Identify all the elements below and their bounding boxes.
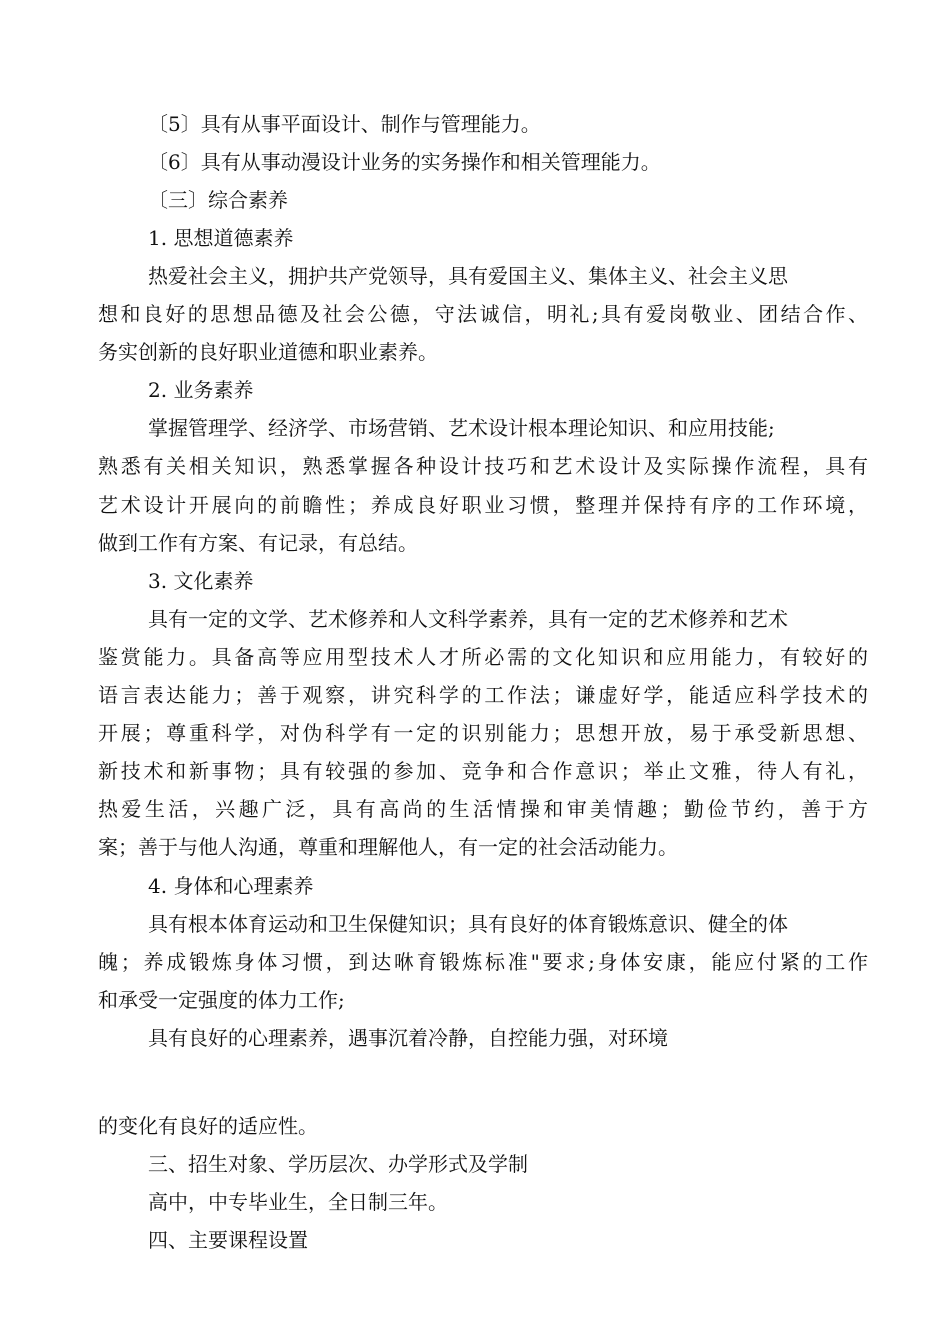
subheading-culture: 3. 文化素养 [148,569,254,593]
section-heading-courses: 四、主要课程设置 [148,1228,308,1252]
ability-item-6: 〔6〕具有从事动漫设计业务的实务操作和相关管理能力。 [148,150,661,174]
physical-paragraph-line-3: 和承受一定强度的体力工作; [98,988,345,1012]
mental-paragraph-line-1: 具有良好的心理素养，遇事沉着冷静，自控能力强，对环境 [148,1026,668,1050]
physical-paragraph-line-1: 具有根本体育运动和卫生保健知识；具有良好的体育锻炼意识、健全的体 [148,912,788,936]
business-paragraph-line-4: 做到工作有方案、有记录，有总结。 [98,531,418,555]
culture-paragraph-line-4: 开展；尊重科学，对伪科学有一定的识别能力；思想开放，易于承受新思想、 [98,721,868,745]
physical-paragraph-line-2: 魄；养成锻炼身体习惯，到达咻育锻炼标准"要求;身体安康，能应付紧的工作 [98,950,868,974]
business-paragraph-line-3: 艺术设计开展向的前瞻性；养成良好职业习惯，整理并保持有序的工作环境， [98,493,868,517]
subheading-moral: 1. 思想道德素养 [148,226,294,250]
moral-paragraph-line-3: 务实创新的良好职业道德和职业素养。 [98,340,438,364]
business-paragraph-line-2: 熟悉有关相关知识，熟悉掌握各种设计技巧和艺术设计及实际操作流程，具有 [98,454,868,478]
culture-paragraph-line-7: 案；善于与他人沟通，尊重和理解他人，有一定的社会活动能力。 [98,835,678,859]
moral-paragraph-line-1: 热爱社会主义，拥护共产党领导，具有爱国主义、集体主义、社会主义思 [148,264,788,288]
moral-paragraph-line-2: 想和良好的思想品德及社会公德，守法诚信，明礼;具有爱岗敬业、团结合作、 [98,302,868,326]
culture-paragraph-line-3: 语言表达能力；善于观察，讲究科学的工作法；谦虚好学，能适应科学技术的 [98,683,868,707]
ability-item-5: 〔5〕具有从事平面设计、制作与管理能力。 [148,112,541,136]
enrollment-text: 高中，中专毕业生，全日制三年。 [148,1190,448,1214]
culture-paragraph-line-2: 鉴赏能力。具备高等应用型技术人才所必需的文化知识和应用能力，有较好的 [98,645,868,669]
business-paragraph-line-1: 掌握管理学、经济学、市场营销、艺术设计根本理论知识、和应用技能; [148,416,775,440]
subheading-physical-mental: 4. 身体和心理素养 [148,874,314,898]
subheading-business: 2. 业务素养 [148,378,254,402]
culture-paragraph-line-6: 热爱生活，兴趣广泛，具有高尚的生活情操和审美情趣；勤俭节约，善于方 [98,797,868,821]
section-heading-enrollment: 三、招生对象、学历层次、办学形式及学制 [148,1152,528,1176]
section-heading-comprehensive: 〔三〕综合素养 [148,188,288,212]
mental-paragraph-line-2: 的变化有良好的适应性。 [98,1114,318,1138]
culture-paragraph-line-5: 新技术和新事物；具有较强的参加、竞争和合作意识；举止文雅，待人有礼， [98,759,868,783]
culture-paragraph-line-1: 具有一定的文学、艺术修养和人文科学素养，具有一定的艺术修养和艺术 [148,607,788,631]
